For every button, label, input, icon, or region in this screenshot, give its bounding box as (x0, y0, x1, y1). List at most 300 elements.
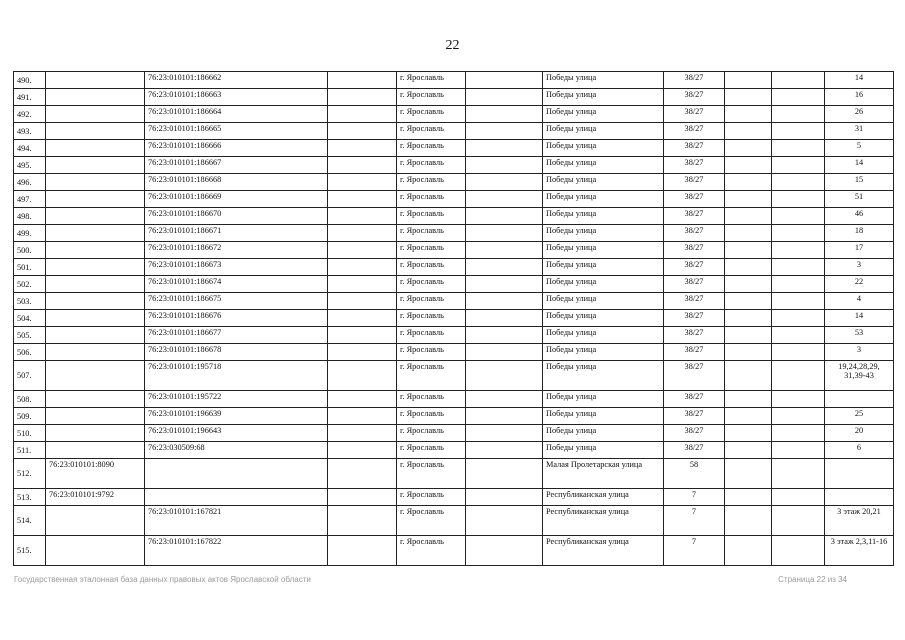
cell-c7: 38/27 (664, 276, 725, 293)
cell-c6: Победы улица (543, 344, 664, 361)
cell-c2: 76:23:010101:195722 (145, 391, 328, 408)
cell-c3 (328, 536, 397, 566)
cell-c1: 76:23:010101:9792 (46, 489, 145, 506)
cell-c6: Победы улица (543, 72, 664, 89)
cell-c7: 7 (664, 536, 725, 566)
cell-c5 (466, 259, 543, 276)
cell-c2: 76:23:010101:186675 (145, 293, 328, 310)
cell-c3 (328, 408, 397, 425)
cell-n: 506. (14, 344, 46, 361)
cell-c10: 25 (825, 408, 894, 425)
table-row (14, 191, 894, 208)
cell-c9 (772, 276, 825, 293)
cell-n: 512. (14, 459, 46, 489)
cell-c8 (725, 72, 772, 89)
cell-c10: 16 (825, 89, 894, 106)
cell-c1 (46, 157, 145, 174)
cell-c7: 38/27 (664, 327, 725, 344)
cell-c5 (466, 242, 543, 259)
cell-c5 (466, 327, 543, 344)
cell-n: 514. (14, 506, 46, 536)
cell-c10: 17 (825, 242, 894, 259)
page-number: 22 (445, 38, 460, 53)
table-row (14, 242, 894, 259)
cell-c6: Победы улица (543, 208, 664, 225)
cell-c4: г. Ярославль (397, 408, 466, 425)
cell-c10: 3 (825, 344, 894, 361)
cell-c5 (466, 459, 543, 489)
cell-c6: Победы улица (543, 276, 664, 293)
cell-c10: 14 (825, 310, 894, 327)
cell-c9 (772, 157, 825, 174)
cell-c4: г. Ярославль (397, 174, 466, 191)
cell-c1 (46, 106, 145, 123)
cell-c5 (466, 425, 543, 442)
cell-c4: г. Ярославль (397, 191, 466, 208)
cell-c10: 51 (825, 191, 894, 208)
cell-c8 (725, 506, 772, 536)
cell-c2: 76:23:010101:186672 (145, 242, 328, 259)
cell-c3 (328, 276, 397, 293)
cell-c6: Победы улица (543, 140, 664, 157)
table-row (14, 536, 894, 566)
table-row (14, 459, 894, 489)
cell-c10: 14 (825, 157, 894, 174)
table-row (14, 259, 894, 276)
cell-c8 (725, 259, 772, 276)
cell-n: 503. (14, 293, 46, 310)
cell-c2 (145, 459, 328, 489)
cell-c10: 3 этаж 2,3,11-16 (825, 536, 894, 566)
cell-c3 (328, 140, 397, 157)
cell-c9 (772, 310, 825, 327)
cell-c8 (725, 242, 772, 259)
cell-n: 508. (14, 391, 46, 408)
table-row (14, 310, 894, 327)
cell-c1 (46, 442, 145, 459)
cell-c10: 53 (825, 327, 894, 344)
cell-c9 (772, 327, 825, 344)
cell-c5 (466, 225, 543, 242)
cell-c2: 76:23:010101:195718 (145, 361, 328, 391)
cell-c8 (725, 310, 772, 327)
cell-c1 (46, 536, 145, 566)
cell-c1 (46, 293, 145, 310)
cell-c9 (772, 536, 825, 566)
cell-c10: 18 (825, 225, 894, 242)
cell-c3 (328, 208, 397, 225)
cell-c8 (725, 489, 772, 506)
cell-c5 (466, 361, 543, 391)
table-row (14, 140, 894, 157)
table-row (14, 391, 894, 408)
cell-c5 (466, 506, 543, 536)
cell-c10: 26 (825, 106, 894, 123)
cell-c8 (725, 327, 772, 344)
cell-c8 (725, 123, 772, 140)
cell-n: 498. (14, 208, 46, 225)
table-row (14, 327, 894, 344)
cell-c3 (328, 293, 397, 310)
cell-c8 (725, 425, 772, 442)
cell-c1 (46, 225, 145, 242)
cell-c5 (466, 106, 543, 123)
cell-c2: 76:23:010101:186678 (145, 344, 328, 361)
cell-c10 (825, 459, 894, 489)
cell-c2: 76:23:010101:186676 (145, 310, 328, 327)
cell-c1 (46, 506, 145, 536)
cell-c5 (466, 408, 543, 425)
cell-c2: 76:23:010101:186674 (145, 276, 328, 293)
cell-n: 493. (14, 123, 46, 140)
table-row (14, 72, 894, 89)
cell-c9 (772, 391, 825, 408)
cell-c9 (772, 174, 825, 191)
cell-c2: 76:23:010101:186667 (145, 157, 328, 174)
cell-c2: 76:23:010101:186666 (145, 140, 328, 157)
cell-c6: Победы улица (543, 106, 664, 123)
cell-c10: 19,24,28,29, 31,39-43 (825, 361, 894, 391)
cell-c6: Победы улица (543, 408, 664, 425)
cell-c5 (466, 72, 543, 89)
table-row (14, 123, 894, 140)
cell-c3 (328, 225, 397, 242)
cell-c9 (772, 293, 825, 310)
cell-c10: 20 (825, 425, 894, 442)
cell-c8 (725, 361, 772, 391)
cell-c2: 76:23:010101:186663 (145, 89, 328, 106)
cell-c4: г. Ярославль (397, 489, 466, 506)
cell-c5 (466, 140, 543, 157)
cell-c7: 38/27 (664, 106, 725, 123)
cell-n: 494. (14, 140, 46, 157)
cell-n: 491. (14, 89, 46, 106)
cell-c8 (725, 89, 772, 106)
cell-c2: 76:23:010101:186671 (145, 225, 328, 242)
cell-c8 (725, 391, 772, 408)
cell-c3 (328, 310, 397, 327)
cell-c4: г. Ярославль (397, 327, 466, 344)
cell-c3 (328, 442, 397, 459)
cell-c3 (328, 123, 397, 140)
cell-c2: 76:23:010101:186673 (145, 259, 328, 276)
cell-n: 496. (14, 174, 46, 191)
cell-c2: 76:23:010101:186669 (145, 191, 328, 208)
cell-c7: 38/27 (664, 123, 725, 140)
cell-c1 (46, 327, 145, 344)
cell-c6: Победы улица (543, 89, 664, 106)
cell-c3 (328, 191, 397, 208)
cell-c5 (466, 174, 543, 191)
cell-c8 (725, 225, 772, 242)
cell-c6: Республиканская улица (543, 489, 664, 506)
cell-n: 511. (14, 442, 46, 459)
cell-c9 (772, 259, 825, 276)
cell-c7: 38/27 (664, 293, 725, 310)
cell-c3 (328, 72, 397, 89)
cell-c8 (725, 174, 772, 191)
cell-c4: г. Ярославль (397, 459, 466, 489)
cell-c1 (46, 191, 145, 208)
cell-c8 (725, 293, 772, 310)
cell-c1 (46, 259, 145, 276)
cell-c7: 38/27 (664, 72, 725, 89)
cell-c1 (46, 408, 145, 425)
cell-n: 500. (14, 242, 46, 259)
cell-c2: 76:23:010101:167822 (145, 536, 328, 566)
cell-n: 499. (14, 225, 46, 242)
cell-c10: 31 (825, 123, 894, 140)
table-row (14, 489, 894, 506)
cell-c7: 38/27 (664, 191, 725, 208)
cell-c9 (772, 506, 825, 536)
cell-c8 (725, 442, 772, 459)
cell-c3 (328, 344, 397, 361)
cell-c8 (725, 536, 772, 566)
cell-c1 (46, 140, 145, 157)
cell-c6: Победы улица (543, 259, 664, 276)
cell-c8 (725, 208, 772, 225)
cell-c5 (466, 191, 543, 208)
cell-c9 (772, 225, 825, 242)
cell-c9 (772, 242, 825, 259)
cell-c4: г. Ярославль (397, 293, 466, 310)
cell-c10: 4 (825, 293, 894, 310)
cell-c10 (825, 391, 894, 408)
cell-c5 (466, 123, 543, 140)
cell-c4: г. Ярославль (397, 225, 466, 242)
cell-n: 501. (14, 259, 46, 276)
cell-c3 (328, 459, 397, 489)
cell-c4: г. Ярославль (397, 140, 466, 157)
cell-c8 (725, 157, 772, 174)
cell-c3 (328, 327, 397, 344)
cell-c6: Победы улица (543, 157, 664, 174)
cell-c8 (725, 140, 772, 157)
table-row (14, 506, 894, 536)
cell-c1 (46, 361, 145, 391)
cell-n: 507. (14, 361, 46, 391)
cell-c7: 38/27 (664, 259, 725, 276)
cell-c5 (466, 310, 543, 327)
cell-c1 (46, 208, 145, 225)
cell-c1 (46, 310, 145, 327)
cell-c4: г. Ярославль (397, 361, 466, 391)
cell-c2: 76:23:010101:186665 (145, 123, 328, 140)
cell-c5 (466, 293, 543, 310)
cell-c9 (772, 123, 825, 140)
table-row (14, 442, 894, 459)
cell-c6: Победы улица (543, 310, 664, 327)
cell-c6: Победы улица (543, 174, 664, 191)
cell-c9 (772, 106, 825, 123)
footer-page-counter: Страница 22 из 34 (778, 575, 847, 584)
cell-c9 (772, 140, 825, 157)
cell-n: 497. (14, 191, 46, 208)
cell-c2: 76:23:010101:196643 (145, 425, 328, 442)
cell-c7: 38/27 (664, 310, 725, 327)
cell-c5 (466, 208, 543, 225)
cell-c2: 76:23:010101:186664 (145, 106, 328, 123)
table-row (14, 361, 894, 391)
cell-c6: Победы улица (543, 425, 664, 442)
cell-c1 (46, 89, 145, 106)
cell-c4: г. Ярославль (397, 72, 466, 89)
register-table (13, 71, 894, 566)
cell-c7: 38/27 (664, 89, 725, 106)
cell-c4: г. Ярославль (397, 425, 466, 442)
cell-n: 504. (14, 310, 46, 327)
cell-c3 (328, 89, 397, 106)
cell-c9 (772, 361, 825, 391)
cell-c6: Республиканская улица (543, 506, 664, 536)
cell-n: 515. (14, 536, 46, 566)
cell-c6: Республиканская улица (543, 536, 664, 566)
cell-c4: г. Ярославль (397, 259, 466, 276)
cell-c4: г. Ярославль (397, 106, 466, 123)
cell-c9 (772, 425, 825, 442)
cell-c7: 7 (664, 506, 725, 536)
cell-c9 (772, 442, 825, 459)
cell-c9 (772, 459, 825, 489)
cell-c10: 3 этаж 20,21 (825, 506, 894, 536)
table-row (14, 157, 894, 174)
cell-c3 (328, 391, 397, 408)
cell-c4: г. Ярославль (397, 506, 466, 536)
cell-c6: Победы улица (543, 293, 664, 310)
cell-c6: Победы улица (543, 442, 664, 459)
table-row (14, 425, 894, 442)
cell-c5 (466, 442, 543, 459)
cell-c3 (328, 425, 397, 442)
cell-c5 (466, 489, 543, 506)
cell-n: 509. (14, 408, 46, 425)
cell-c4: г. Ярославль (397, 310, 466, 327)
cell-c10: 6 (825, 442, 894, 459)
cell-c8 (725, 106, 772, 123)
cell-c7: 38/27 (664, 425, 725, 442)
cell-n: 490. (14, 72, 46, 89)
cell-c3 (328, 106, 397, 123)
cell-c2 (145, 489, 328, 506)
cell-c3 (328, 174, 397, 191)
cell-c3 (328, 506, 397, 536)
cell-c8 (725, 408, 772, 425)
cell-c1 (46, 242, 145, 259)
cell-c3 (328, 157, 397, 174)
table-row (14, 106, 894, 123)
cell-c10: 5 (825, 140, 894, 157)
cell-c4: г. Ярославль (397, 157, 466, 174)
cell-c9 (772, 208, 825, 225)
cell-c5 (466, 536, 543, 566)
cell-c9 (772, 344, 825, 361)
cell-c9 (772, 489, 825, 506)
cell-c3 (328, 259, 397, 276)
cell-c7: 38/27 (664, 391, 725, 408)
cell-c5 (466, 344, 543, 361)
cell-c7: 38/27 (664, 157, 725, 174)
cell-c7: 38/27 (664, 225, 725, 242)
cell-c7: 38/27 (664, 140, 725, 157)
cell-c10: 22 (825, 276, 894, 293)
cell-c1 (46, 174, 145, 191)
cell-c4: г. Ярославль (397, 276, 466, 293)
cell-c2: 76:23:010101:186670 (145, 208, 328, 225)
cell-c8 (725, 276, 772, 293)
cell-c6: Победы улица (543, 361, 664, 391)
cell-c4: г. Ярославль (397, 123, 466, 140)
cell-n: 502. (14, 276, 46, 293)
cell-c3 (328, 489, 397, 506)
table-row (14, 293, 894, 310)
cell-c6: Победы улица (543, 327, 664, 344)
cell-c4: г. Ярославль (397, 536, 466, 566)
cell-c1 (46, 425, 145, 442)
cell-n: 505. (14, 327, 46, 344)
cell-c3 (328, 242, 397, 259)
cell-c7: 38/27 (664, 408, 725, 425)
cell-c9 (772, 408, 825, 425)
cell-c8 (725, 459, 772, 489)
cell-c5 (466, 157, 543, 174)
cell-c9 (772, 89, 825, 106)
cell-c7: 58 (664, 459, 725, 489)
cell-c2: 76:23:030509:68 (145, 442, 328, 459)
cell-c2: 76:23:010101:186662 (145, 72, 328, 89)
cell-n: 492. (14, 106, 46, 123)
table-row (14, 344, 894, 361)
cell-c2: 76:23:010101:186668 (145, 174, 328, 191)
cell-c7: 38/27 (664, 442, 725, 459)
cell-c5 (466, 391, 543, 408)
footer-source: Государственная эталонная база данных правовых актов Ярославской области (14, 575, 311, 584)
cell-c4: г. Ярославль (397, 442, 466, 459)
cell-c6: Победы улица (543, 225, 664, 242)
cell-c1: 76:23:010101:8090 (46, 459, 145, 489)
cell-c4: г. Ярославль (397, 242, 466, 259)
cell-c10: 15 (825, 174, 894, 191)
cell-c1 (46, 391, 145, 408)
table-row (14, 89, 894, 106)
cell-c5 (466, 276, 543, 293)
cell-c7: 7 (664, 489, 725, 506)
cell-c8 (725, 344, 772, 361)
cell-c10: 46 (825, 208, 894, 225)
cell-n: 495. (14, 157, 46, 174)
cell-c6: Малая Пролетарская улица (543, 459, 664, 489)
cell-c7: 38/27 (664, 242, 725, 259)
cell-c2: 76:23:010101:196639 (145, 408, 328, 425)
cell-c4: г. Ярославль (397, 344, 466, 361)
cell-c7: 38/27 (664, 208, 725, 225)
cell-c5 (466, 89, 543, 106)
cell-c8 (725, 191, 772, 208)
cell-c10: 3 (825, 259, 894, 276)
cell-c9 (772, 191, 825, 208)
cell-c1 (46, 344, 145, 361)
cell-c6: Победы улица (543, 242, 664, 259)
table-row (14, 408, 894, 425)
cell-c6: Победы улица (543, 123, 664, 140)
cell-c3 (328, 361, 397, 391)
cell-c7: 38/27 (664, 174, 725, 191)
cell-c2: 76:23:010101:186677 (145, 327, 328, 344)
cell-c6: Победы улица (543, 191, 664, 208)
table-row (14, 276, 894, 293)
table-row (14, 208, 894, 225)
cell-c1 (46, 72, 145, 89)
